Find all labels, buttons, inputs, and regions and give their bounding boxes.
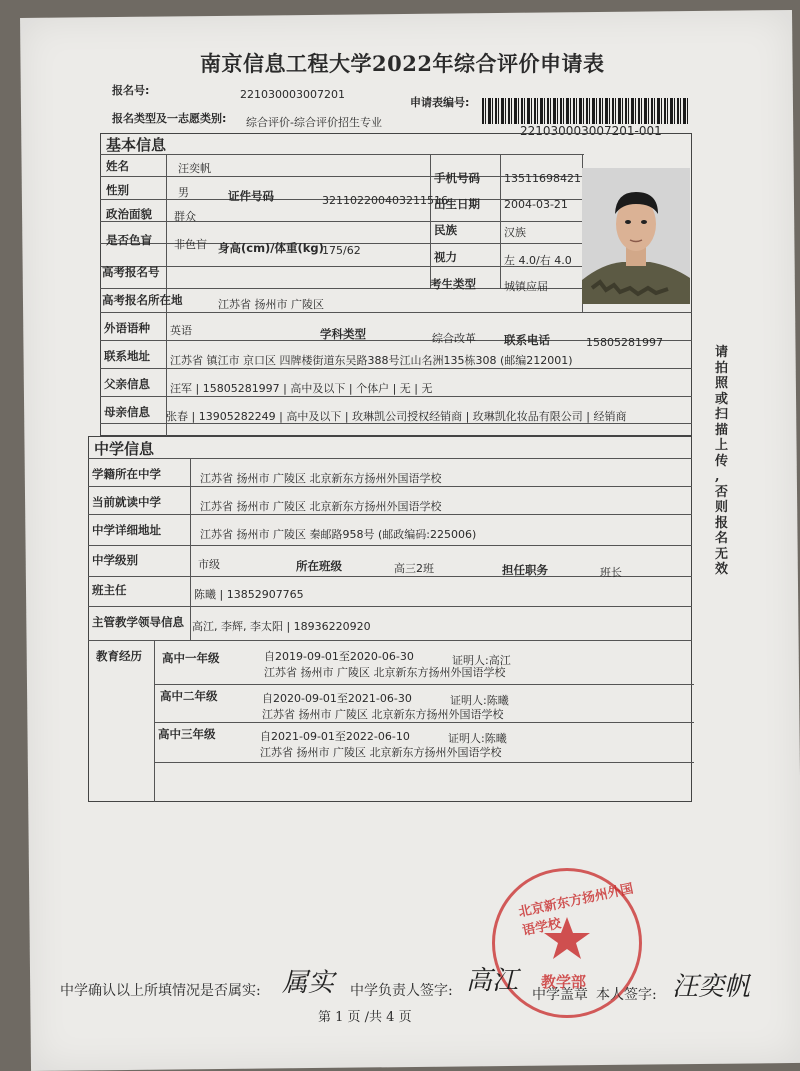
self-sign-label: 本人签字: [596,987,657,1003]
mother-label: 母亲信息 [104,405,150,419]
gender-label: 性别 [106,183,129,197]
type-label: 报名类型及一志愿类别: [112,112,227,125]
edu-witness-3: 证明人:陈曦 [448,732,507,745]
edu-period-1: 自2019-09-01至2020-06-30 [264,650,414,663]
name-value: 汪奕帆 [178,162,211,175]
id-value: 321102200403211516 [322,194,448,207]
reg-no-value: 221030003007201 [240,88,345,101]
signature-head: 高江 [466,966,519,996]
school-info-heading: 中学信息 [94,440,155,458]
political-label: 政治面貌 [106,207,152,221]
barcode-text: 221030003007201-001 [520,124,662,138]
edu-grade-2: 高中二年级 [160,689,218,703]
confirm-label: 中学确认以上所填情况是否属实: [60,983,261,999]
class-value: 高三2班 [394,562,434,575]
reg-school-label: 学籍所在中学 [92,467,161,481]
father-value: 汪军 | 15805281997 | 高中及以下 | 个体户 | 无 | 无 [170,382,433,395]
birth-label: 出生日期 [434,197,480,211]
father-label: 父亲信息 [104,377,150,391]
stamp-label: 中学盖章 [532,987,588,1003]
page-number: 第 1 页 /共 4 页 [318,1010,412,1025]
form-title: 南京信息工程大学2022年综合评价申请表 [200,51,605,76]
stamp-text: 北京新东方扬州外国语学校 [517,881,635,940]
tel-value: 15805281997 [586,336,663,349]
tel-label: 联系电话 [504,333,550,347]
leader-value: 高江, 李辉, 李太阳 | 18936220920 [192,620,371,633]
duty-label: 担任职务 [502,563,548,577]
name-label: 姓名 [106,159,129,173]
gender-value: 男 [178,186,189,199]
duty-value: 班长 [600,566,622,579]
exam-place-value: 江苏省 扬州市 广陵区 [218,298,324,311]
cur-school-value: 江苏省 扬州市 广陵区 北京新东方扬州外国语学校 [200,500,442,513]
cur-school-label: 当前就读中学 [92,495,161,509]
leader-label: 主管教学领导信息 [92,615,184,629]
colorblind-label: 是否色盲 [106,233,152,247]
ethnic-value: 汉族 [504,226,526,239]
level-label: 中学级别 [92,553,138,567]
height-weight-label: 身高(cm)/体重(kg) [218,241,324,255]
reg-school-value: 江苏省 扬州市 广陵区 北京新东方扬州外国语学校 [200,472,442,485]
signature-self: 汪奕帆 [672,972,751,1002]
colorblind-value: 非色盲 [174,238,207,251]
birth-value: 2004-03-21 [504,198,568,211]
lang-label: 外语语种 [104,321,150,335]
app-no-label: 申请表编号: [410,96,470,109]
teacher-label: 班主任 [92,583,127,597]
edu-grade-3: 高中三年级 [158,727,216,741]
edu-witness-1: 证明人:高江 [452,654,511,667]
basic-info-heading: 基本信息 [106,136,167,154]
phone-label: 手机号码 [434,171,480,185]
stamp-inner: 教学部 [541,973,587,991]
edu-witness-2: 证明人:陈曦 [450,694,509,707]
height-weight-value: 175/62 [322,244,361,257]
edu-school-2: 江苏省 扬州市 广陵区 北京新东方扬州外国语学校 [262,708,504,721]
head-sign-label: 中学负责人签字: [350,983,453,999]
school-addr-value: 江苏省 扬州市 广陵区 秦邮路958号 (邮政编码:225006) [200,528,477,541]
id-label: 证件号码 [228,189,274,203]
school-addr-label: 中学详细地址 [92,523,161,537]
type-value: 综合评价-综合评价招生专业 [246,116,382,129]
level-value: 市级 [198,558,220,571]
exam-place-label: 高考报名所在地 [102,293,183,307]
applicant-photo [582,168,690,304]
subject-value: 综合改革 [432,332,476,345]
vision-label: 视力 [434,250,457,264]
teacher-value: 陈曦 | 13852907765 [194,588,304,601]
address-label: 联系地址 [104,349,150,363]
subject-label: 学科类型 [320,327,366,341]
vision-value: 左 4.0/右 4.0 [504,254,572,267]
political-value: 群众 [174,210,196,223]
signature-confirm: 属实 [282,968,335,998]
edu-grade-1: 高中一年级 [162,651,220,665]
mother-value: 张春 | 13905282249 | 高中及以下 | 玫琳凯公司授权经销商 | 玫琳凯化妆品有限公司 | 经销商 [166,410,627,423]
side-note: 请拍照或扫描上传,否则报名无效 [715,345,729,577]
ethnic-label: 民族 [434,223,457,237]
address-value: 江苏省 镇江市 京口区 四牌楼街道东吴路388号江山名洲135栋308 (邮编212001) [170,354,573,367]
reg-no-label: 报名号: [112,84,150,97]
exam-no-label: 高考报名号 [102,265,160,279]
student-type-value: 城镇应届 [504,280,548,293]
edu-school-1: 江苏省 扬州市 广陵区 北京新东方扬州外国语学校 [264,666,506,679]
class-label: 所在班级 [296,559,342,573]
lang-value: 英语 [170,324,192,337]
edu-label: 教育经历 [96,649,142,663]
edu-period-2: 自2020-09-01至2021-06-30 [262,692,412,705]
phone-value: 13511698421 [504,172,581,185]
barcode [482,98,690,124]
edu-school-3: 江苏省 扬州市 广陵区 北京新东方扬州外国语学校 [260,746,502,759]
edu-period-3: 自2021-09-01至2022-06-10 [260,730,410,743]
student-type-label: 考生类型 [430,277,476,291]
